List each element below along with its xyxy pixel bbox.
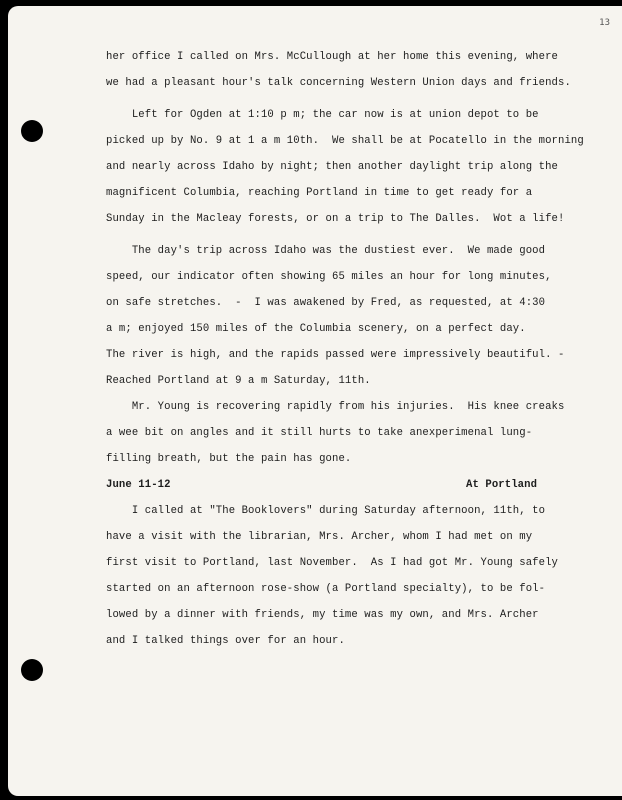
binder-hole-bottom [21, 659, 43, 681]
document-page [8, 6, 622, 796]
text-line: filling breath, but the pain has gone. [106, 453, 352, 465]
paragraph [106, 44, 616, 96]
text-line: we had a pleasant hour's talk concerning Western Union days and friends. [106, 77, 571, 89]
heading-date: June 11-12 [106, 479, 171, 491]
paragraph [106, 238, 616, 394]
text-line: a wee bit on angles and it still hurts to take anexperimenal lung- [106, 427, 533, 439]
text-line: on safe stretches. - I was awakened by Fred, as requested, at 4:30 [106, 297, 546, 309]
text-line: Left for Ogden at 1:10 p m; the car now is at union depot to be [106, 109, 539, 121]
text-line: magnificent Columbia, reaching Portland in time to get ready for a [106, 187, 533, 199]
text-line: a m; enjoyed 150 miles of the Columbia scenery, on a perfect day. [106, 323, 526, 335]
text-line: Mr. Young is recovering rapidly from his injuries. His knee creaks [106, 401, 565, 413]
text-line: have a visit with the librarian, Mrs. Archer, whom I had met on my [106, 531, 533, 543]
section-heading [106, 472, 616, 498]
paragraph [106, 102, 616, 232]
text-line: and nearly across Idaho by night; then another daylight trip along the [106, 161, 559, 173]
text-line: The river is high, and the rapids passed were impressively beautiful. - [106, 349, 565, 361]
page-number: 13 [599, 18, 610, 28]
text-line: first visit to Portland, last November. As I had got Mr. Young safely [106, 557, 559, 569]
typed-text [106, 44, 616, 654]
paragraph [106, 394, 616, 472]
text-line: The day's trip across Idaho was the dustiest ever. We made good [106, 245, 546, 257]
text-line: Reached Portland at 9 a m Saturday, 11th. [106, 375, 371, 387]
text-line: her office I called on Mrs. McCullough at her home this evening, where [106, 51, 559, 63]
text-line: picked up by No. 9 at 1 a m 10th. We shall be at Pocatello in the morning [106, 135, 584, 147]
text-line: I called at "The Booklovers" during Saturday afternoon, 11th, to [106, 505, 546, 517]
text-line: started on an afternoon rose-show (a Portland specialty), to be fol- [106, 583, 546, 595]
text-line: Sunday in the Macleay forests, or on a trip to The Dalles. Wot a life! [106, 213, 565, 225]
text-line: speed, our indicator often showing 65 miles an hour for long minutes, [106, 271, 552, 283]
text-line: and I talked things over for an hour. [106, 635, 345, 647]
binder-hole-top [21, 120, 43, 142]
heading-place: At Portland [466, 479, 538, 491]
text-line: lowed by a dinner with friends, my time was my own, and Mrs. Archer [106, 609, 539, 621]
paragraph [106, 498, 616, 654]
